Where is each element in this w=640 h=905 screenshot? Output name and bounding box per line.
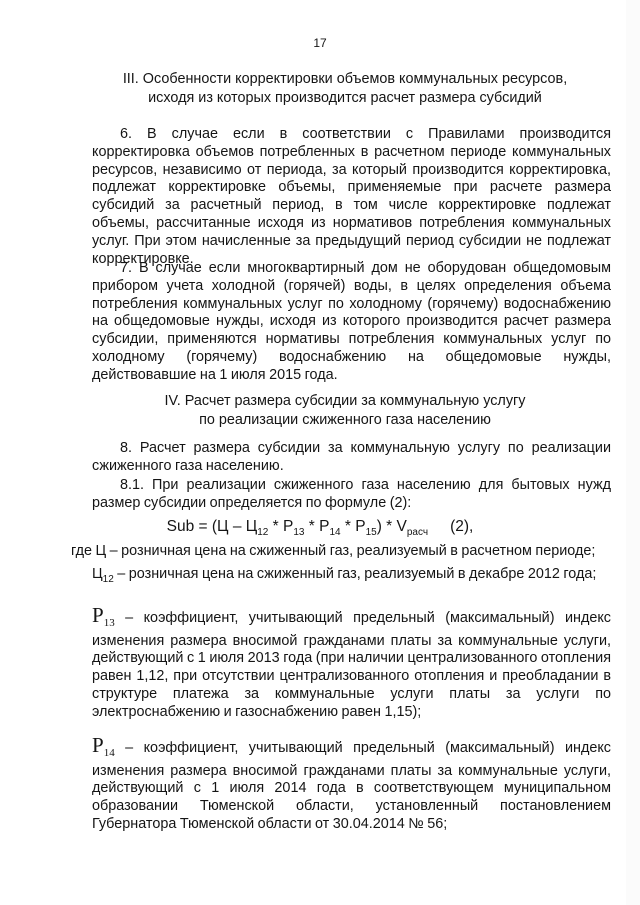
paragraph-8-1-text: 8.1. При реализации сжиженного газа населению для бытовых нужд размер субсидии определяется по формуле (2): bbox=[92, 477, 611, 511]
section-3-heading bbox=[70, 70, 620, 108]
paragraph-8-text: 8. Расчет размера субсидии за коммунальную услугу по реализации сжиженного газа населению. bbox=[92, 440, 611, 474]
formula-2: Sub = $(Ц - Ц_{12} * P_{13} * P_{14} * P_{15}) * V_{расч}$ (2), bbox=[166, 518, 474, 539]
paragraph-6 bbox=[92, 126, 611, 268]
paragraph-7-text: 7. В случае если многоквартирный дом не оборудован общедомовым прибором учета холодной (горячей) воды, в целях определения объема потребления коммунальных услуг по холодному (горячему) водоснабжению на общедомовые нужды, исходя из которого производится расчет размера субсидии, применяются нормативы потребления коммунальных услуг по холодному (горячему) водоснабжению на общедомовые нужды, действовавшие на 1 июля 2015 года. bbox=[92, 260, 611, 383]
section-4-heading-line-1: IV. Расчет размера субсидии за коммунальную услугу bbox=[164, 393, 526, 409]
definition-c12: $Ц_{12}$ – розничная цена на сжиженный газ, реализуемый в декабре 2012 года; bbox=[92, 566, 597, 585]
page-edge-shadow bbox=[626, 0, 640, 905]
paragraph-7 bbox=[92, 260, 611, 385]
paragraph-6-text: 6. В случае если в соответствии с Правилами производится корректировка объемов потребленных в расчетном периоде коммунальных ресурсов, независимо от периода, за который производится корректировка, подлежат корректировке объемы, применяемые при расчете размера субсидий за расчетный период, в том числе корректировке подлежат объемы, рассчитанные исходя из нормативов потребления коммунальных услуг. При этом начисленные за предыдущий период субсидии не подлежат корректировке. bbox=[92, 126, 611, 267]
definition-p14: $P_{14}$ – коэффициент, учитывающий предельный (максимальный) индекс изменения размера вносимой гражданами платы за коммунальные услуги, действующий с 1 июля 2014 года в соответствующем муниципальном образовании Тюменской области, установленный постановлением Губернатора Тюменской области от 30.04.2014 № 56; bbox=[92, 733, 611, 833]
page-number: 17 bbox=[313, 36, 327, 50]
section-4-heading-line-2: по реализации сжиженного газа населению bbox=[199, 412, 491, 428]
paragraph-8-1 bbox=[92, 477, 611, 513]
formula-number: (2), bbox=[450, 518, 474, 535]
section-4-heading bbox=[70, 392, 620, 430]
definition-p13: $P_{13}$ – коэффициент, учитывающий предельный (максимальный) индекс изменения размера вносимой гражданами платы за коммунальные услуги, действующий с 1 июля 2013 года (при наличии централизованного отопления равен 1,12, при отсутствии централизованного отопления и преобладании в структуре платежа за коммунальные услуги платы за услуги по электроснабжению и газоснабжению равен 1,15); bbox=[92, 603, 611, 720]
definition-c: где Ц – розничная цена на сжиженный газ, реализуемый в расчетном периоде; bbox=[71, 543, 596, 559]
paragraph-8 bbox=[92, 440, 611, 476]
section-3-heading-line-1: III. Особенности корректировки объемов коммунальных ресурсов, bbox=[122, 71, 568, 87]
section-3-heading-line-2: исходя из которых производится расчет размера субсидий bbox=[148, 90, 542, 106]
